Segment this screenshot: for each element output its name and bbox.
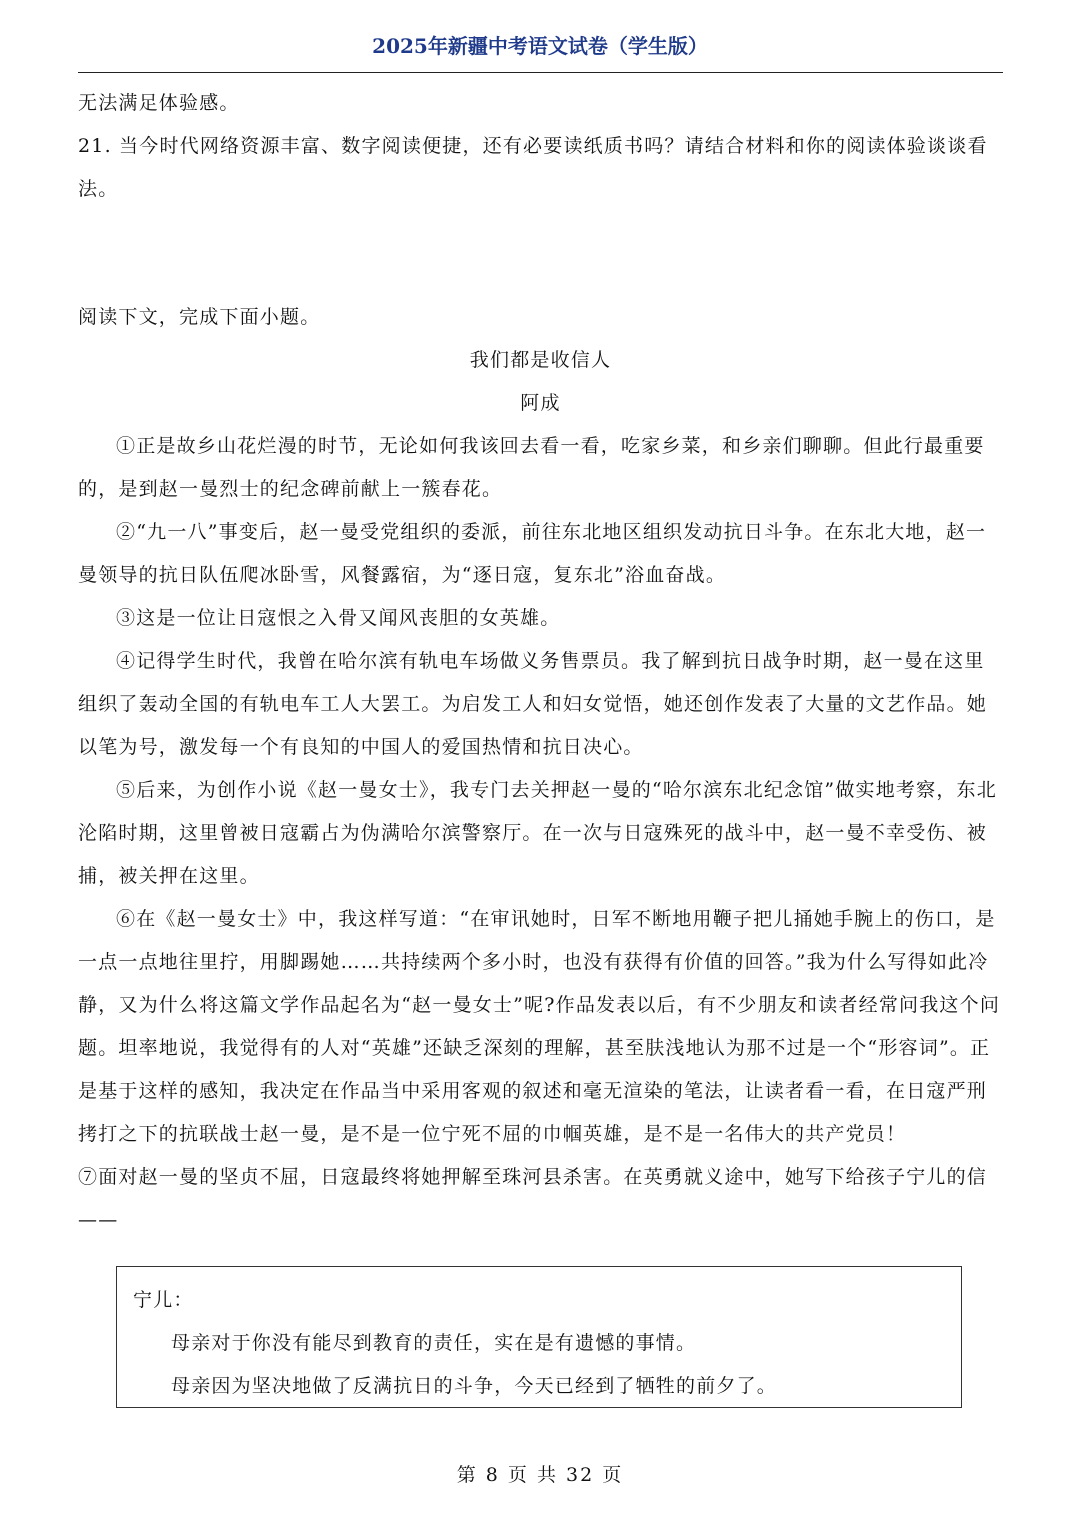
letter-line-1: 母亲对于你没有能尽到教育的责任，实在是有遗憾的事情。 <box>171 1332 697 1354</box>
letter-salutation: 宁儿： <box>133 1289 194 1311</box>
question-21: 21. 当今时代网络资源丰富、数字阅读便捷，还有必要读纸质书吗？请结合材料和你的阅读体验谈谈看法。 <box>78 135 988 200</box>
paragraph-6: ⑥在《赵一曼女士》中，我这样写道：“在审讯她时，日军不断地用鞭子把儿捅她手腕上的伤口，是一点一点地往里拧，用脚踢她……共持续两个多小时，也没有获得有价值的回答。”我为什么写得如此冷静，又为什么将这篇文学作品起名为“赵一曼女士”呢?作品发表以后，有不少朋友和读者经常问我这个问题。坦率地说，我觉得有的人对“英雄”还缺乏深刻的理解，甚至肤浅地认为那不过是一个“形容词”。正是基于这样的感知，我决定在作品当中采用客观的叙述和毫无渲染的笔法，让读者看一看，在日寇严刑拷打之下的抗联战士赵一曼，是不是一位宁死不屈的巾帼英雄，是不是一名伟大的共产党员！ <box>78 908 1001 1145</box>
header-divider <box>78 72 1003 73</box>
reading-instruction: 阅读下文，完成下面小题。 <box>78 306 321 328</box>
page-header-title: 2025年新疆中考语文试卷（学生版） <box>372 34 708 58</box>
paragraph-7: ⑦面对赵一曼的坚贞不屈，日寇最终将她押解至珠河县杀害。在英勇就义途中，她写下给孩子宁儿的信—— <box>78 1166 988 1231</box>
paragraph-5: ⑤后来，为创作小说《赵一曼女士》，我专门去关押赵一曼的“哈尔滨东北纪念馆”做实地考察，东北沦陷时期，这里曾被日寇霸占为伪满哈尔滨警察厅。在一次与日寇殊死的战斗中，赵一曼不幸受伤、被捕，被关押在这里。 <box>78 779 997 887</box>
previous-answer-tail: 无法满足体验感。 <box>78 92 240 114</box>
article-author: 阿成 <box>520 392 561 414</box>
paragraph-4: ④记得学生时代，我曾在哈尔滨有轨电车场做义务售票员。我了解到抗日战争时期，赵一曼在这里组织了轰动全国的有轨电车工人大罢工。为启发工人和妇女觉悟，她还创作发表了大量的文艺作品。她以笔为号，激发每一个有良知的中国人的爱国热情和抗日决心。 <box>78 650 988 758</box>
paragraph-3: ③这是一位让日寇恨之入骨又闻风丧胆的女英雄。 <box>116 607 561 629</box>
document-body <box>78 82 1003 1242</box>
paragraph-1: ①正是故乡山花烂漫的时节，无论如何我该回去看一看，吃家乡菜，和乡亲们聊聊。但此行最重要的，是到赵一曼烈士的纪念碑前献上一簇春花。 <box>78 435 985 500</box>
article-title: 我们都是收信人 <box>469 349 612 371</box>
letter-box <box>116 1266 962 1408</box>
paragraph-2: ②“九一八”事变后，赵一曼受党组织的委派，前往东北地区组织发动抗日斗争。在东北大地，赵一曼领导的抗日队伍爬冰卧雪，风餐露宿，为“逐日寇，复东北”浴血奋战。 <box>78 521 987 586</box>
answer-space <box>78 211 1003 296</box>
page-number: 第 8 页 共 32 页 <box>456 1464 624 1486</box>
letter-line-2: 母亲因为坚决地做了反满抗日的斗争，今天已经到了牺牲的前夕了。 <box>171 1375 778 1397</box>
